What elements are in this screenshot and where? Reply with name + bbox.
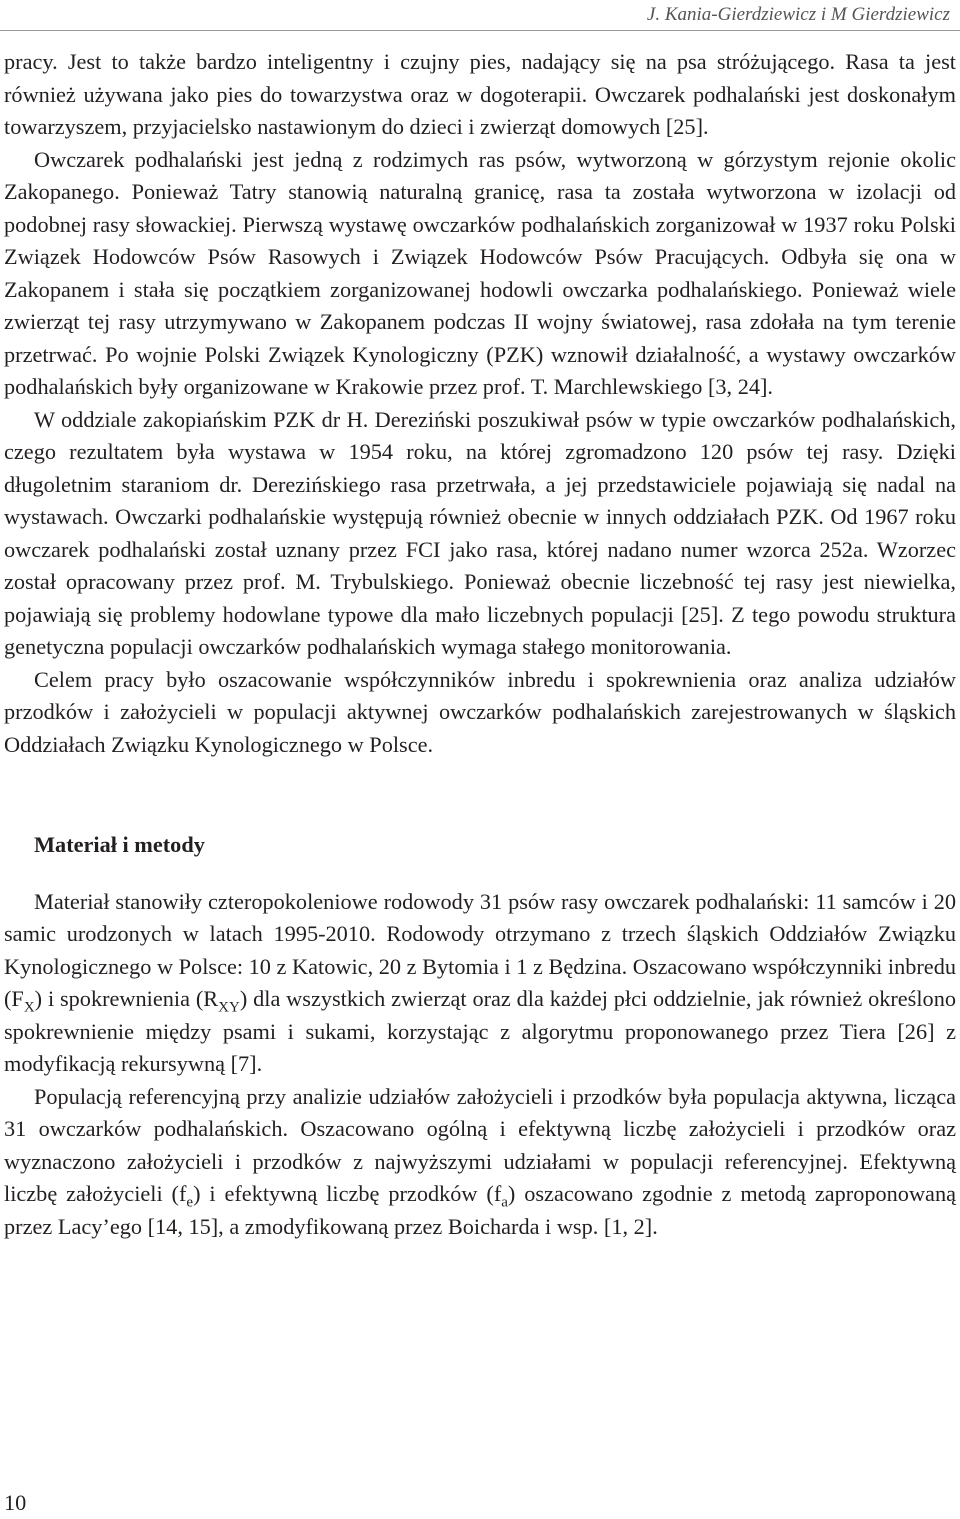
- page-number: 10: [4, 1490, 27, 1515]
- subscript: e: [186, 1194, 194, 1211]
- paragraph-intro-continuation: pracy. Jest to także bardzo inteligentny i czujny pies, nadający się na psa stróżującego. Rasa ta jest również używana jako pies do towarzystwa oraz w dogoterapii. Owczarek podhalański jest doskonałym towarzyszem, przyjacielsko nastawionym do dzieci i zwierząt domowych [25].: [4, 49, 956, 139]
- text-segment: ) i spokrewnienia (R: [34, 986, 219, 1011]
- text-segment: Populacją referencyjną przy analizie udziałów założycieli i przodków była populacja aktywna, licząca 31 owczarków podhalańskich. Oszacowano ogólną i efektywną liczbę założycieli i przodków oraz wyznaczono założycieli i przodków z najwyższymi udziałami w populacji referencyjnej. Efektywną liczbę założycieli (f: [4, 1083, 956, 1206]
- paragraph-reference-population: [4, 1081, 956, 1244]
- text-segment: Materiał stanowiły czteropokoleniowe rodowody 31 psów rasy owczarek podhalański: 11 samców i 20 samic urodzonych w latach 1995-2010. Rodowody otrzymano z trzech śląskich Oddziałów Związku Kynologicznego w Polsce: 10 z Katowic, 20 z Bytomia i 1 z Będzina. Oszacowano współczynniki inbredu (F: [4, 888, 956, 1011]
- running-header: J. Kania-Gierdziewicz i M Gierdziewicz: [646, 4, 950, 25]
- section-heading-methods: Materiał i metody: [34, 832, 205, 857]
- subscript: XY: [218, 999, 240, 1016]
- page-body: [4, 46, 956, 1243]
- text-segment: ) oszacowano zgodnie z metodą zaproponowaną przez Lacy’ego [14, 15], a zmodyfikowaną przez Boicharda i wsp. [1, 2].: [4, 1181, 956, 1239]
- paragraph-material: [4, 886, 956, 1081]
- paragraph-zakopane-branch: W oddziale zakopiańskim PZK dr H. Dereziński poszukiwał psów w typie owczarków podhalańskich, czego rezultatem była wystawa w 1954 roku, na której zgromadzono 120 psów tej rasy. Dzięki długoletnim staraniom dr. Derezińskiego rasa przetrwała, a jej przedstawiciele pojawiają się nadal na wystawach. Owczarki podhalańskie występują również obecnie w innych oddziałach PZK. Od 1967 roku owczarek podhalański został uznany przez FCI jako rasa, której nadano numer wzorca 252a. Wzorzec został opracowany przez prof. M. Trybulskiego. Ponieważ obecnie liczebność tej rasy jest niewielka, pojawiają się problemy hodowlane typowe dla mało liczebnych populacji [25]. Z tego powodu struktura genetyczna populacji owczarków podhalańskich wymaga stałego monitorowania.: [4, 406, 956, 659]
- subscript: a: [501, 1194, 508, 1211]
- header-rule: [0, 30, 960, 31]
- text-segment: ) dla wszystkich zwierząt oraz dla każdej płci oddzielnie, jak również określono spokrewnienie między psami i sukami, korzystając z algorytmu proponowanego przez Tiera [26] z modyfikacją rekursywną [7].: [4, 986, 957, 1076]
- paragraph-breed-history: Owczarek podhalański jest jedną z rodzimych ras psów, wytworzoną w górzystym rejonie okolic Zakopanego. Ponieważ Tatry stanowią naturalną granicę, rasa ta została wytworzona w izolacji od podobnej rasy słowackiej. Pierwszą wystawę owczarków podhalańskich zorganizował w 1937 roku Polski Związek Hodowców Psów Rasowych i Związek Hodowców Psów Pracujących. Odbyła się ona w Zakopanem i stała się początkiem zorganizowanej hodowli owczarka podhalańskiego. Ponieważ wiele zwierząt tej rasy utrzymywano w Zakopanem podczas II wojny światowej, rasa zdołała na tym terenie przetrwać. Po wojnie Polski Związek Kynologiczny (PZK) wznowił działalność, a wystawy owczarków podhalańskich były organizowane w Krakowie przez prof. T. Marchlewskiego [3, 24].: [4, 146, 956, 399]
- paragraph-study-aim: Celem pracy było oszacowanie współczynników inbredu i spokrewnienia oraz analiza udziałów przodków i założycieli w populacji aktywnej owczarków podhalańskich zarejestrowanych w śląskich Oddziałach Związku Kynologicznego w Polsce.: [4, 666, 956, 757]
- subscript: X: [23, 999, 35, 1016]
- text-segment: ) i efektywną liczbę przodków (f: [193, 1181, 502, 1206]
